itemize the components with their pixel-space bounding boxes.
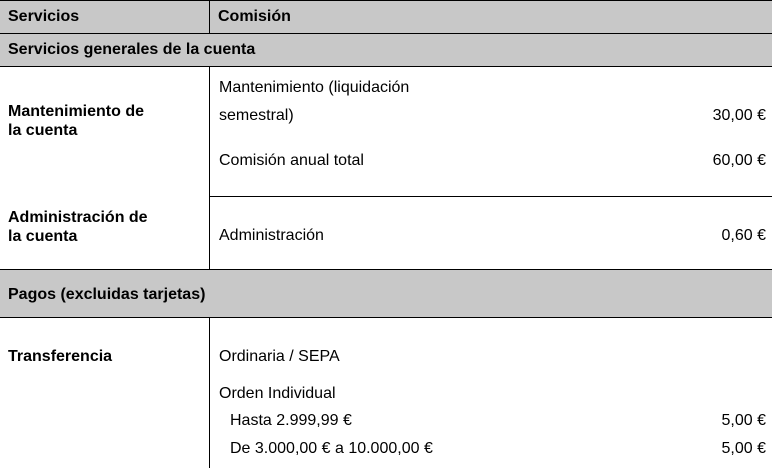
value-rango: 5,00 € <box>721 440 766 457</box>
label-mantenimiento-line1: Mantenimiento de <box>8 103 145 120</box>
desc-administracion: Administración <box>219 227 324 244</box>
header-comision: Comisión <box>218 8 291 25</box>
desc-mantenimiento-line1: Mantenimiento (liquidación <box>219 79 410 96</box>
value-comision-anual: 60,00 € <box>712 152 766 169</box>
value-hasta: 5,00 € <box>721 412 766 429</box>
desc-hasta: Hasta 2.999,99 € <box>230 412 352 429</box>
header-servicios: Servicios <box>8 8 80 25</box>
header-divider <box>209 0 210 34</box>
section-pagos <box>0 269 772 318</box>
desc-ordinaria-sepa: Ordinaria / SEPA <box>219 348 340 365</box>
column-divider <box>209 67 210 269</box>
label-administracion-line1: Administración de <box>8 209 148 226</box>
section-servicios-generales <box>0 34 772 67</box>
section-title: Pagos (excluidas tarjetas) <box>8 286 206 303</box>
value-mantenimiento: 30,00 € <box>712 107 766 124</box>
desc-comision-anual: Comisión anual total <box>219 152 364 169</box>
label-mantenimiento-line2: la cuenta <box>8 122 78 139</box>
label-administracion-line2: la cuenta <box>8 228 78 245</box>
column-divider <box>209 318 210 468</box>
desc-rango: De 3.000,00 € a 10.000,00 € <box>230 440 433 457</box>
label-transferencia: Transferencia <box>8 348 113 365</box>
table-header <box>0 0 772 34</box>
value-administracion: 0,60 € <box>721 227 766 244</box>
row-divider <box>209 196 772 197</box>
section-title: Servicios generales de la cuenta <box>8 41 256 58</box>
desc-orden-individual: Orden Individual <box>219 385 336 402</box>
desc-mantenimiento-line2: semestral) <box>219 107 294 124</box>
